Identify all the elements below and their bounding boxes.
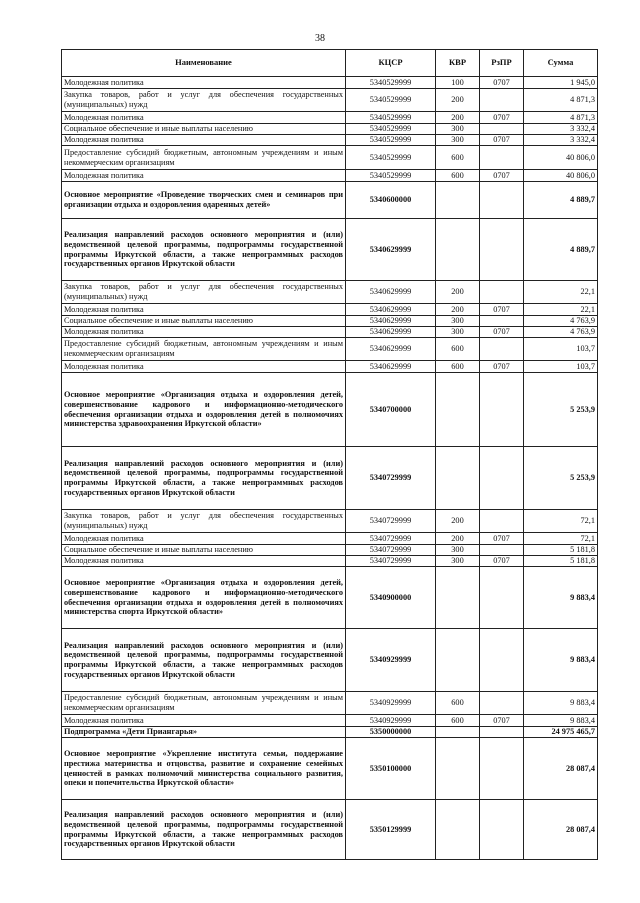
cell-name: Основное мероприятие «Проведение творческих смен и семинаров при организации отдыха и оздоровления одаренных детей» [62,182,346,219]
cell-sum: 72,1 [524,510,598,533]
cell-kcsr: 5340929999 [346,629,436,692]
cell-rzpr [480,692,524,715]
cell-kvr [436,182,480,219]
cell-sum: 4 763,9 [524,327,598,338]
table-row [62,316,598,327]
cell-sum: 28 087,4 [524,738,598,800]
cell-kcsr: 5340529999 [346,77,436,89]
cell-kvr: 100 [436,77,480,89]
cell-sum: 40 806,0 [524,170,598,182]
cell-kcsr: 5350129999 [346,800,436,860]
cell-rzpr: 0707 [480,304,524,316]
cell-sum: 5 181,8 [524,556,598,567]
cell-name: Молодежная политика [62,533,346,545]
cell-kvr: 600 [436,361,480,373]
cell-rzpr [480,146,524,170]
table-row [62,361,598,373]
cell-rzpr [480,545,524,556]
cell-name: Молодежная политика [62,135,346,146]
cell-sum: 5 253,9 [524,447,598,510]
cell-rzpr [480,124,524,135]
cell-kcsr: 5350100000 [346,738,436,800]
cell-rzpr [480,281,524,304]
cell-rzpr [480,510,524,533]
table-row [62,182,598,219]
cell-kvr: 600 [436,692,480,715]
table-row [62,629,598,692]
cell-name: Реализация направлений расходов основного мероприятия и (или) ведомственной целевой программы, подпрограммы государственной программы Иркутской области, а также непрограммных расходов государственных органов Иркутской области [62,800,346,860]
cell-sum: 9 883,4 [524,629,598,692]
cell-name: Молодежная политика [62,556,346,567]
table-header-row [62,50,598,77]
table-row [62,533,598,545]
cell-kvr: 300 [436,316,480,327]
table-row [62,738,598,800]
cell-kcsr: 5340629999 [346,316,436,327]
table-row [62,567,598,629]
cell-name: Закупка товаров, работ и услуг для обеспечения государственных (муниципальных) нужд [62,89,346,112]
cell-kcsr: 5340629999 [346,304,436,316]
table-row [62,135,598,146]
cell-kcsr: 5340529999 [346,135,436,146]
column-header-sum: Сумма [524,50,598,77]
table-row [62,510,598,533]
cell-sum: 3 332,4 [524,124,598,135]
column-header-rzpr: РзПР [480,50,524,77]
cell-kvr [436,727,480,738]
column-header-kvr: КВР [436,50,480,77]
table-row [62,146,598,170]
cell-sum: 1 945,0 [524,77,598,89]
table-row [62,89,598,112]
cell-kvr: 200 [436,304,480,316]
cell-name: Подпрограмма «Дети Приангарья» [62,727,346,738]
cell-kcsr: 5340529999 [346,89,436,112]
cell-sum: 9 883,4 [524,567,598,629]
cell-sum: 9 883,4 [524,692,598,715]
cell-kvr: 200 [436,281,480,304]
cell-kcsr: 5350000000 [346,727,436,738]
cell-name: Молодежная политика [62,327,346,338]
cell-kvr: 200 [436,89,480,112]
cell-kcsr: 5340629999 [346,338,436,361]
cell-name: Предоставление субсидий бюджетным, автономным учреждениям и иным некоммерческим организациям [62,146,346,170]
table-row [62,124,598,135]
cell-kvr: 600 [436,338,480,361]
cell-sum: 3 332,4 [524,135,598,146]
cell-kcsr: 5340900000 [346,567,436,629]
cell-kvr: 600 [436,715,480,727]
cell-rzpr [480,567,524,629]
cell-rzpr: 0707 [480,77,524,89]
cell-name: Молодежная политика [62,715,346,727]
cell-rzpr: 0707 [480,361,524,373]
cell-kcsr: 5340929999 [346,715,436,727]
cell-sum: 28 087,4 [524,800,598,860]
column-header-kcsr: КЦСР [346,50,436,77]
cell-name: Социальное обеспечение и иные выплаты населению [62,545,346,556]
cell-name: Основное мероприятие «Организация отдыха и оздоровления детей, совершенствование кадрового и информационно-методического обеспечения организации отдыха и оздоровления детей в полномочиях министерства здравоохранения Иркутской области» [62,373,346,447]
cell-sum: 4 889,7 [524,182,598,219]
cell-name: Молодежная политика [62,112,346,124]
table-row [62,77,598,89]
cell-sum: 5 181,8 [524,545,598,556]
cell-kcsr: 5340729999 [346,447,436,510]
column-header-name: Наименование [62,50,346,77]
cell-rzpr: 0707 [480,112,524,124]
cell-rzpr: 0707 [480,327,524,338]
cell-name: Молодежная политика [62,77,346,89]
cell-name: Предоставление субсидий бюджетным, автономным учреждениям и иным некоммерческим организациям [62,692,346,715]
table-row [62,692,598,715]
cell-kvr: 200 [436,510,480,533]
cell-sum: 9 883,4 [524,715,598,727]
cell-rzpr: 0707 [480,135,524,146]
cell-name: Предоставление субсидий бюджетным, автономным учреждениям и иным некоммерческим организациям [62,338,346,361]
cell-name: Основное мероприятие «Укрепление института семьи, поддержание престижа материнства и отцовства, развитие и сохранение семейных ценностей в рамках полномочий министерства социального развития, опеки и попечительства Иркутской области» [62,738,346,800]
cell-kcsr: 5340629999 [346,281,436,304]
cell-kcsr: 5340529999 [346,124,436,135]
cell-rzpr [480,629,524,692]
table-row [62,727,598,738]
cell-sum: 72,1 [524,533,598,545]
cell-name: Основное мероприятие «Организация отдыха и оздоровления детей, совершенствование кадрового и информационно-методического обеспечения организации отдыха и оздоровления детей в полномочиях министерства спорта Иркутской области» [62,567,346,629]
cell-kvr [436,567,480,629]
cell-kvr: 200 [436,112,480,124]
cell-sum: 22,1 [524,304,598,316]
cell-name: Закупка товаров, работ и услуг для обеспечения государственных (муниципальных) нужд [62,281,346,304]
cell-rzpr: 0707 [480,533,524,545]
table-row [62,338,598,361]
cell-rzpr [480,219,524,281]
cell-kvr: 300 [436,327,480,338]
cell-rzpr [480,89,524,112]
cell-rzpr [480,727,524,738]
cell-rzpr [480,738,524,800]
cell-kcsr: 5340729999 [346,545,436,556]
cell-rzpr [480,316,524,327]
cell-sum: 4 889,7 [524,219,598,281]
cell-name: Социальное обеспечение и иные выплаты населению [62,316,346,327]
cell-sum: 5 253,9 [524,373,598,447]
cell-kvr: 600 [436,170,480,182]
table-row [62,327,598,338]
table-row [62,556,598,567]
cell-rzpr: 0707 [480,715,524,727]
cell-kvr: 300 [436,124,480,135]
cell-sum: 40 806,0 [524,146,598,170]
cell-sum: 4 871,3 [524,89,598,112]
cell-kvr: 600 [436,146,480,170]
table-row [62,545,598,556]
cell-kvr [436,800,480,860]
cell-kvr: 300 [436,135,480,146]
cell-kvr [436,447,480,510]
cell-kcsr: 5340729999 [346,510,436,533]
table-row [62,170,598,182]
cell-rzpr [480,338,524,361]
cell-kcsr: 5340529999 [346,112,436,124]
cell-name: Реализация направлений расходов основного мероприятия и (или) ведомственной целевой программы, подпрограммы государственной программы Иркутской области, а также непрограммных расходов государственных органов Иркутской области [62,219,346,281]
table-row [62,373,598,447]
table-row [62,447,598,510]
cell-rzpr [480,800,524,860]
cell-sum: 4 763,9 [524,316,598,327]
cell-kcsr: 5340929999 [346,692,436,715]
cell-kvr [436,629,480,692]
cell-name: Реализация направлений расходов основного мероприятия и (или) ведомственной целевой программы, подпрограммы государственной программы Иркутской области, а также непрограммных расходов государственных органов Иркутской области [62,629,346,692]
cell-rzpr: 0707 [480,556,524,567]
cell-sum: 24 975 465,7 [524,727,598,738]
cell-sum: 22,1 [524,281,598,304]
cell-kvr: 200 [436,533,480,545]
cell-sum: 4 871,3 [524,112,598,124]
cell-kcsr: 5340700000 [346,373,436,447]
cell-sum: 103,7 [524,338,598,361]
cell-kvr: 300 [436,545,480,556]
cell-name: Молодежная политика [62,170,346,182]
table-row [62,112,598,124]
cell-sum: 103,7 [524,361,598,373]
cell-name: Социальное обеспечение и иные выплаты населению [62,124,346,135]
cell-kvr [436,738,480,800]
table-row [62,219,598,281]
cell-name: Реализация направлений расходов основного мероприятия и (или) ведомственной целевой программы, подпрограммы государственной программы Иркутской области, а также непрограммных расходов государственных органов Иркутской области [62,447,346,510]
table-body [62,77,598,860]
cell-name: Закупка товаров, работ и услуг для обеспечения государственных (муниципальных) нужд [62,510,346,533]
table-row [62,715,598,727]
cell-rzpr: 0707 [480,170,524,182]
cell-kcsr: 5340629999 [346,327,436,338]
cell-rzpr [480,182,524,219]
cell-kvr: 300 [436,556,480,567]
budget-table [61,49,598,860]
cell-kvr [436,373,480,447]
cell-kcsr: 5340529999 [346,146,436,170]
table-row [62,800,598,860]
cell-rzpr [480,447,524,510]
cell-kvr [436,219,480,281]
cell-rzpr [480,373,524,447]
cell-name: Молодежная политика [62,304,346,316]
table-row [62,281,598,304]
page-number: 38 [315,33,325,44]
cell-kcsr: 5340629999 [346,361,436,373]
table-row [62,304,598,316]
cell-kcsr: 5340529999 [346,170,436,182]
cell-kcsr: 5340629999 [346,219,436,281]
cell-name: Молодежная политика [62,361,346,373]
cell-kcsr: 5340729999 [346,556,436,567]
cell-kcsr: 5340600000 [346,182,436,219]
cell-kcsr: 5340729999 [346,533,436,545]
